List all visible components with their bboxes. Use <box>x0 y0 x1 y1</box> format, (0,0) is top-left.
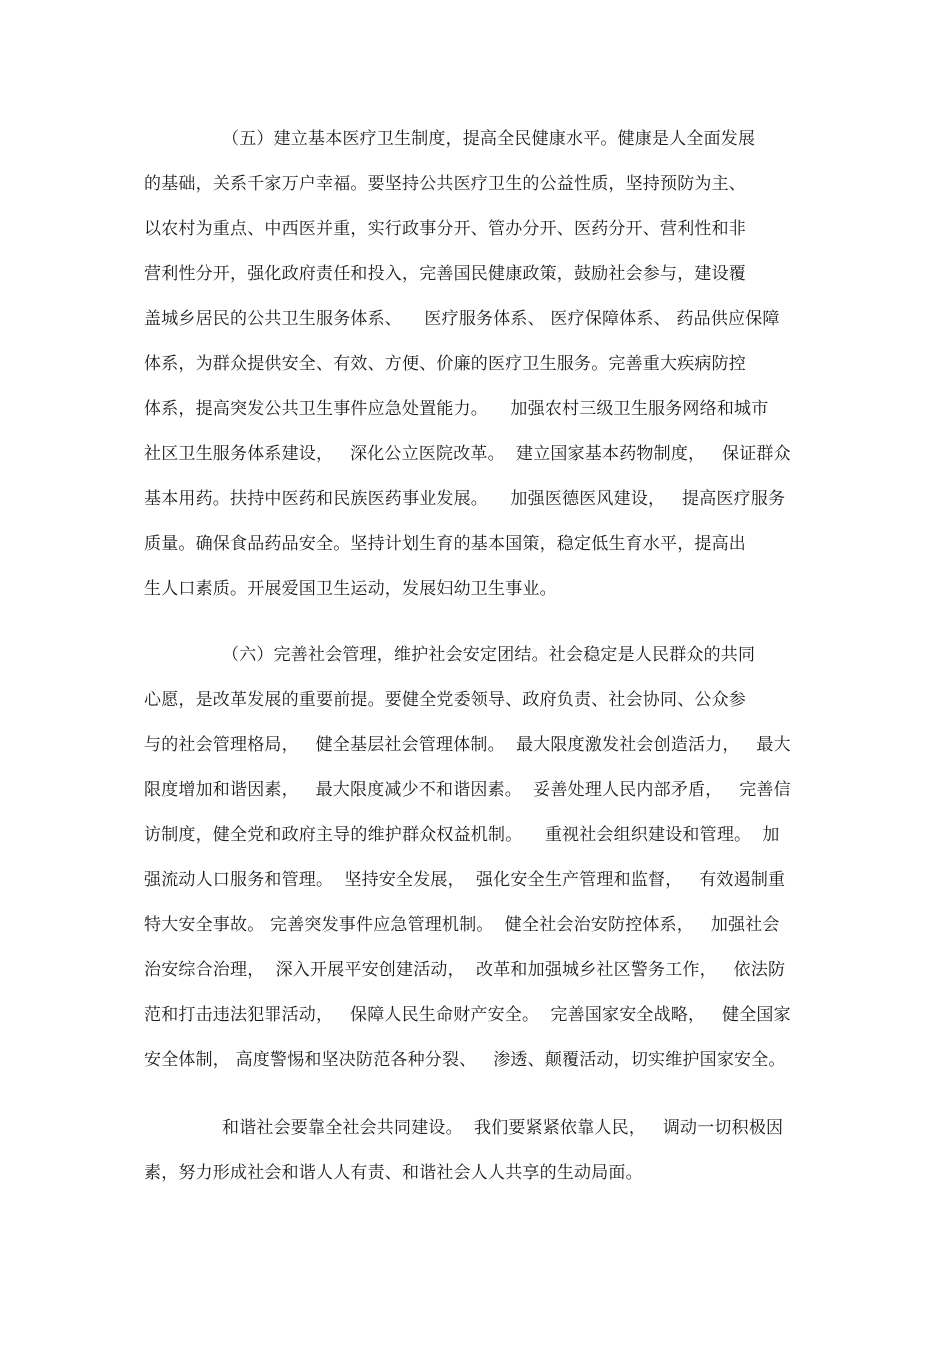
paragraph-1-line-5: 盖城乡居民的公共卫生服务体系、 医疗服务体系、 医疗保障体系、 药品供应保障 <box>144 309 780 329</box>
paragraph-1-line-1: （五）建立基本医疗卫生制度，提高全民健康水平。健康是人全面发展 <box>222 129 756 149</box>
paragraph-2-line-4: 限度增加和谐因素， 最大限度减少不和谐因素。 妥善处理人民内部矛盾， 完善信 <box>144 780 791 800</box>
paragraph-2-line-8: 治安综合治理， 深入开展平安创建活动， 改革和加强城乡社区警务工作， 依法防 <box>144 960 786 980</box>
paragraph-1-line-10: 质量。确保食品药品安全。坚持计划生育的基本国策，稳定低生育水平，提高出 <box>144 534 746 554</box>
paragraph-1-line-9: 基本用药。扶持中医药和民族医药事业发展。 加强医德医风建设， 提高医疗服务 <box>144 489 786 509</box>
paragraph-1-line-8: 社区卫生服务体系建设， 深化公立医院改革。 建立国家基本药物制度， 保证群众 <box>144 444 791 464</box>
paragraph-1-line-6: 体系，为群众提供安全、有效、方便、价廉的医疗卫生服务。完善重大疾病防控 <box>144 354 746 374</box>
paragraph-3-line-1: 和谐社会要靠全社会共同建设。 我们要紧紧依靠人民， 调动一切积极因 <box>222 1118 784 1138</box>
paragraph-2-line-3: 与的社会管理格局， 健全基层社会管理体制。 最大限度激发社会创造活力， 最大 <box>144 735 791 755</box>
paragraph-2-line-10: 安全体制， 高度警惕和坚决防范各种分裂、 渗透、颠覆活动，切实维护国家安全。 <box>144 1050 786 1070</box>
paragraph-2-line-2: 心愿，是改革发展的重要前提。要健全党委领导、政府负责、社会协同、公众参 <box>144 690 746 710</box>
paragraph-1-line-11: 生人口素质。开展爱国卫生运动，发展妇幼卫生事业。 <box>144 579 557 599</box>
paragraph-2-line-7: 特大安全事故。 完善突发事件应急管理机制。 健全社会治安防控体系， 加强社会 <box>144 915 780 935</box>
paragraph-2-line-6: 强流动人口服务和管理。 坚持安全发展， 强化安全生产管理和监督， 有效遏制重 <box>144 870 786 890</box>
paragraph-1-line-4: 营利性分开，强化政府责任和投入，完善国民健康政策，鼓励社会参与，建设覆 <box>144 264 746 284</box>
paragraph-3-line-2: 素，努力形成社会和谐人人有责、和谐社会人人共享的生动局面。 <box>144 1163 643 1183</box>
paragraph-2-line-9: 范和打击违法犯罪活动， 保障人民生命财产安全。 完善国家安全战略， 健全国家 <box>144 1005 791 1025</box>
paragraph-2-line-1: （六）完善社会管理，维护社会安定团结。社会稳定是人民群众的共同 <box>222 645 756 665</box>
paragraph-1-line-7: 体系，提高突发公共卫生事件应急处置能力。 加强农村三级卫生服务网络和城市 <box>144 399 769 419</box>
paragraph-2-line-5: 访制度，健全党和政府主导的维护群众权益机制。 重视社会组织建设和管理。 加 <box>144 825 780 845</box>
paragraph-1-line-3: 以农村为重点、中西医并重，实行政事分开、管办分开、医药分开、营利性和非 <box>144 219 746 239</box>
paragraph-1-line-2: 的基础，关系千家万户幸福。要坚持公共医疗卫生的公益性质，坚持预防为主、 <box>144 174 746 194</box>
